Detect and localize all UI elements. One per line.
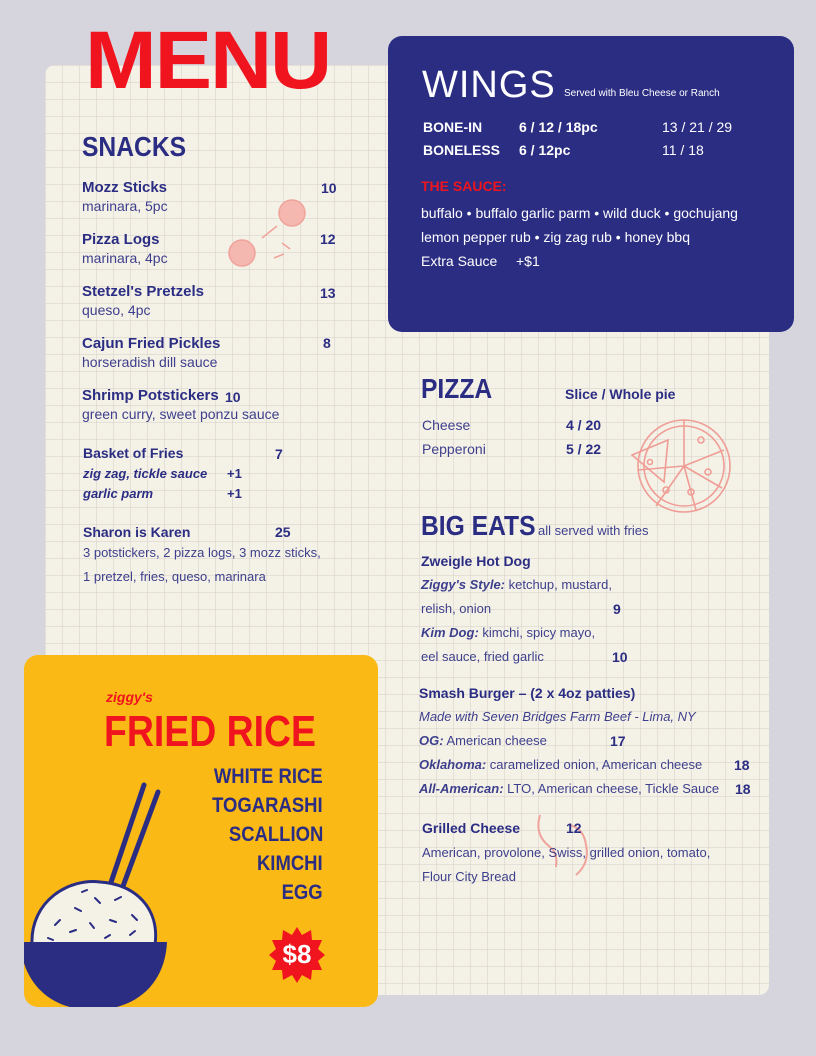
big-eats-heading: BIG EATS bbox=[421, 510, 536, 541]
fried-rice-price: $8 bbox=[282, 939, 312, 969]
sauce-list: buffalo • buffalo garlic parm • wild duck • gochujang bbox=[421, 205, 738, 221]
burger-all-american-line bbox=[419, 781, 719, 796]
wing-row-small: 6 / 12pc bbox=[519, 142, 571, 158]
grilled-cheese-title: Grilled Cheese bbox=[422, 820, 521, 836]
item-price: 25 bbox=[275, 524, 291, 540]
item-desc: 3 potstickers, 2 pizza logs, 3 mozz sticks, bbox=[83, 545, 321, 560]
pizza-price: 5 / 22 bbox=[566, 441, 602, 457]
fries-addon-price: +1 bbox=[227, 486, 242, 501]
ziggy-style-price: 9 bbox=[613, 601, 621, 617]
burger-og-line bbox=[419, 733, 547, 748]
pizza-heading: PIZZA bbox=[421, 373, 493, 404]
wings-panel bbox=[388, 36, 794, 332]
fries-addon: zig zag, tickle sauce bbox=[83, 466, 208, 481]
wing-row-label: BONE-IN bbox=[423, 119, 483, 135]
item-name: Basket of Fries bbox=[83, 445, 184, 461]
item-desc: green curry, sweet ponzu sauce bbox=[82, 406, 280, 422]
fried-rice-ingredient: KIMCHI bbox=[257, 852, 323, 875]
item-name: Mozz Sticks bbox=[82, 179, 168, 196]
ziggy-style-label: Ziggy's Style: bbox=[421, 577, 505, 592]
item-name: Pizza Logs bbox=[82, 231, 160, 248]
grilled-cheese-price: 12 bbox=[566, 820, 582, 836]
wing-row-large: 11 / 18 bbox=[662, 142, 704, 158]
hotdog-title: Zweigle Hot Dog bbox=[421, 553, 531, 569]
ziggys-logo: ziggy's bbox=[106, 689, 153, 705]
burger-oklahoma-desc: caramelized onion, American cheese bbox=[486, 757, 703, 772]
item-name: Cajun Fried Pickles bbox=[82, 335, 221, 352]
item-name: Stetzel's Pretzels bbox=[82, 283, 204, 300]
item-desc: 1 pretzel, fries, queso, marinara bbox=[83, 569, 266, 584]
pizza-name: Pepperoni bbox=[422, 441, 486, 457]
ziggy-style-desc: relish, onion bbox=[421, 601, 492, 616]
snacks-heading: SNACKS bbox=[82, 131, 187, 162]
pizza-name: Cheese bbox=[422, 417, 471, 433]
pizza-doodle-icon bbox=[626, 410, 736, 520]
fried-rice-ingredient: SCALLION bbox=[228, 823, 323, 846]
item-price: 13 bbox=[320, 285, 336, 301]
item-desc: horseradish dill sauce bbox=[82, 354, 218, 370]
pizza-price: 4 / 20 bbox=[566, 417, 602, 433]
fried-rice-ingredient: EGG bbox=[281, 881, 323, 904]
wing-row-large: 13 / 21 / 29 bbox=[662, 119, 733, 135]
burger-title: Smash Burger – (2 x 4oz patties) bbox=[419, 685, 636, 701]
kim-dog-desc: kimchi, spicy mayo, bbox=[478, 625, 596, 640]
fries-addon: garlic parm bbox=[83, 486, 154, 501]
extra-sauce-label: Extra Sauce bbox=[421, 253, 498, 269]
item-desc: marinara, 4pc bbox=[82, 250, 168, 266]
fried-rice-panel bbox=[24, 655, 378, 1007]
fried-rice-title: FRIED RICE bbox=[104, 707, 316, 756]
pizza-log-doodle-icon bbox=[222, 188, 312, 278]
grilled-cheese-desc: American, provolone, Swiss, grilled onion, tomato, bbox=[422, 845, 711, 860]
wings-heading: WINGS bbox=[422, 64, 556, 106]
ziggy-style-desc: ketchup, mustard, bbox=[505, 577, 612, 592]
burger-all-american-price: 18 bbox=[735, 781, 751, 797]
rice-bowl-icon bbox=[24, 780, 170, 1007]
burger-oklahoma-label: Oklahoma: bbox=[419, 757, 487, 772]
pizza-column-label: Slice / Whole pie bbox=[565, 386, 676, 402]
grilled-cheese-desc: Flour City Bread bbox=[422, 869, 516, 884]
sauce-heading: THE SAUCE: bbox=[421, 178, 507, 194]
wing-row-label: BONELESS bbox=[423, 142, 501, 158]
burger-note: Made with Seven Bridges Farm Beef - Lima, NY bbox=[419, 709, 696, 724]
wings-subtitle: Served with Bleu Cheese or Ranch bbox=[564, 88, 720, 99]
item-name: Sharon is Karen bbox=[83, 524, 191, 540]
burger-og-label: OG: bbox=[419, 733, 444, 748]
fried-rice-ingredient: TOGARASHI bbox=[212, 794, 323, 817]
item-price: 7 bbox=[275, 446, 283, 462]
fried-rice-ingredient: WHITE RICE bbox=[214, 765, 323, 788]
item-price: 10 bbox=[321, 180, 337, 196]
item-desc: queso, 4pc bbox=[82, 302, 151, 318]
ziggy-style-line bbox=[421, 577, 612, 592]
page-title: MENU bbox=[85, 15, 331, 106]
burger-all-american-label: All-American: bbox=[419, 781, 504, 796]
burger-all-american-desc: LTO, American cheese, Tickle Sauce bbox=[503, 781, 720, 796]
fries-addon-price: +1 bbox=[227, 466, 242, 481]
kim-dog-desc: eel sauce, fried garlic bbox=[421, 649, 544, 664]
item-price: 12 bbox=[320, 231, 336, 247]
extra-sauce-price: +$1 bbox=[516, 253, 540, 269]
wing-row-small: 6 / 12 / 18pc bbox=[519, 119, 598, 135]
item-desc: marinara, 5pc bbox=[82, 198, 168, 214]
big-eats-subheading: all served with fries bbox=[538, 523, 649, 538]
kim-dog-price: 10 bbox=[612, 649, 628, 665]
kim-dog-line bbox=[421, 625, 595, 640]
item-name: Shrimp Potstickers bbox=[82, 387, 219, 404]
burger-og-price: 17 bbox=[610, 733, 626, 749]
item-price: 10 bbox=[225, 389, 241, 405]
burger-og-desc: American cheese bbox=[443, 733, 547, 748]
burger-oklahoma-line bbox=[419, 757, 702, 772]
sauce-list: lemon pepper rub • zig zag rub • honey bbq bbox=[421, 229, 690, 245]
item-price: 8 bbox=[323, 335, 331, 351]
burger-oklahoma-price: 18 bbox=[734, 757, 750, 773]
kim-dog-label: Kim Dog: bbox=[421, 625, 479, 640]
